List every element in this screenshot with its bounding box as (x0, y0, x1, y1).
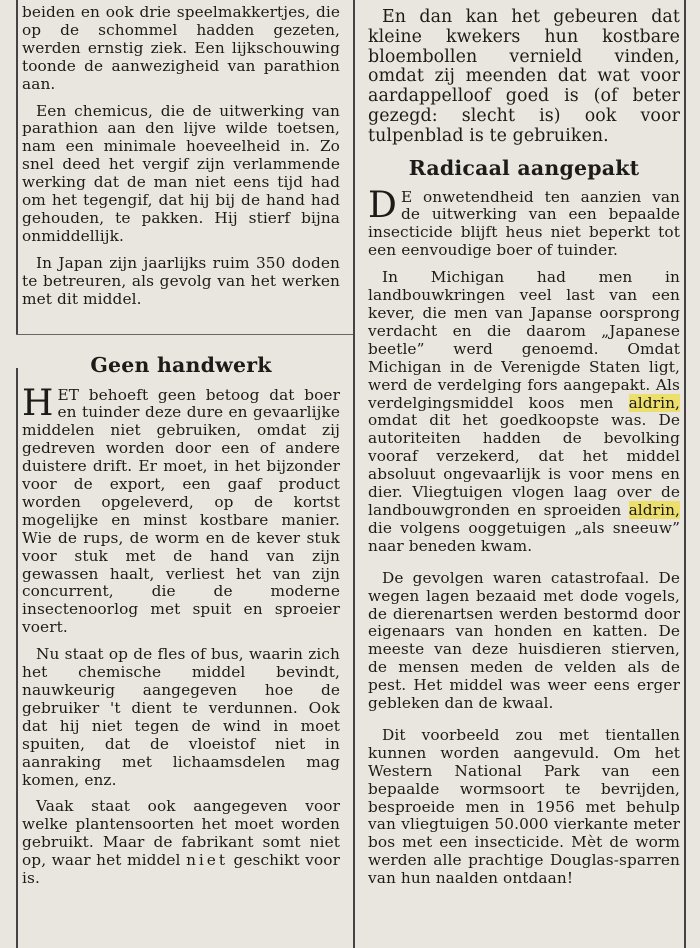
paragraph-text: In Michigan had men in landbouwkringen veel last van een kever, die men van Japanse oorsprong verdacht en die daarom „Japanese beetle” werd genoemd. Omdat Michigan in de Verenigde Staten ligt, werd de verdelging fors aangepakt. Als verdelgingsmiddel koos men (368, 268, 680, 412)
lead-paragraph: En dan kan het gebeuren dat kleine kwekers hun kostbare bloembollen vernield vinden, omdat zij meenden dat wat voor aardappelloof goed is (of beter gezegd: slecht is) ook voor tulpenblad is te gebruiken. (368, 7, 680, 146)
paragraph: In Japan zijn jaarlijks ruim 350 doden te betreuren, als gevolg van het werken met dit middel. (22, 253, 340, 308)
drop-cap: H (22, 382, 54, 424)
column-divider-rule (353, 0, 355, 948)
left-border-rule (16, 0, 18, 335)
section-heading: Geen handwerk (90, 352, 272, 377)
paragraph: Nu staat op de fles of bus, waarin zich het chemische middel bevindt, nauwkeurig aangegeven hoe de gebruiker 't dient te verdunnen. Ook dat hij niet tegen de wind in moet spuiten, dat de vloeistof niet in aanraking met lichaamsdelen mag komen, enz. (22, 645, 340, 789)
right-border-rule (684, 0, 686, 948)
paragraph (368, 184, 680, 261)
drop-cap: D (368, 184, 397, 226)
paragraph: Een chemicus, die de uitwerking van parathion aan den lijve wilde toetsen, nam een minimale hoeveelheid in. Zo snel deed het vergif zijn verlammende werking dat de man niet eens tijd had om het tegengif, dat hij bij de hand had gehouden, te pakken. Hij stierf bijna onmiddellijk. (22, 101, 340, 245)
paragraph-text: omdat dit het goedkoopste was. De autoriteiten hadden de bevolking vooraf verzekerd, dat het middel absoluut ongevaarlijk is voor mens en dier. Vliegtuigen vlogen laag over de landbouwgronden en sproeiden (368, 411, 680, 519)
paragraph: Dit voorbeeld zou met tientallen kunnen worden aangevuld. Om het Western National Park van een bepaalde wormsoort te bevrijden, besproeide men in 1956 met behulp van vliegtuigen 50.000 vierkante meter bos met een insecticide. Mèt de worm werden alle prachtige Douglas-sparren van hun naalden ontdaan! (368, 725, 680, 888)
right-column (368, 0, 680, 897)
paragraph: De gevolgen waren catastrofaal. De wegen lagen bezaaid met dode vogels, de dierenartsen werden bestormd door eigenaars van honden en katten. De meeste van deze huisdieren stierven, de mensen meden de velden als de pest. Het middel was weer eens erger gebleken dan de kwaal. (368, 568, 680, 713)
paragraph-text: Vaak staat ook aangegeven voor welke plantensoorten het moet worden gebruikt. Maar de fabrikant somt niet op, waar het middel (22, 797, 340, 870)
section-heading: Radicaal aangepakt (408, 155, 640, 180)
left-column (22, 0, 340, 897)
highlighted-term: aldrin, (628, 500, 680, 519)
paragraph-text: ET behoeft geen betoog dat boer en tuinder deze dure en gevaarlijke middelen niet gebruiken, omdat zij gedreven worden door een of andere duistere drift. Er moet, in het bijzonder voor de export, een gaaf product worden opgeleverd, op de kortst mogelijke en minst kostbare manier. Wie de rups, de worm en de kever stuk voor stuk met de hand van zijn gewassen haalt, verliest het van zijn concurrent, die de moderne insectenoorlog met spuit en sproeier voert. (22, 385, 340, 637)
paragraph (22, 382, 340, 638)
left-border-rule-lower (16, 368, 18, 948)
highlighted-term: aldrin, (628, 393, 680, 412)
paragraph-text: E onwetendheid ten aanzien van de uitwerking van een bepaalde insecticide blijft heus niet beperkt tot een eenvoudige boer of tuinder. (368, 187, 680, 260)
paragraph-text: geschikt voor is. (22, 851, 340, 888)
emphasis-text: niet (186, 851, 229, 870)
paragraph (22, 798, 340, 888)
paragraph: beiden en ook drie speelmakkertjes, die op de schommel hadden gezeten, werden ernstig ziek. Een lijkschouwing toonde de aanwezigheid van parathion aan. (22, 3, 340, 93)
paragraph-text: die volgens ooggetuigen „als sneeuw” naar beneden kwam. (368, 518, 680, 555)
paragraph (368, 269, 680, 556)
